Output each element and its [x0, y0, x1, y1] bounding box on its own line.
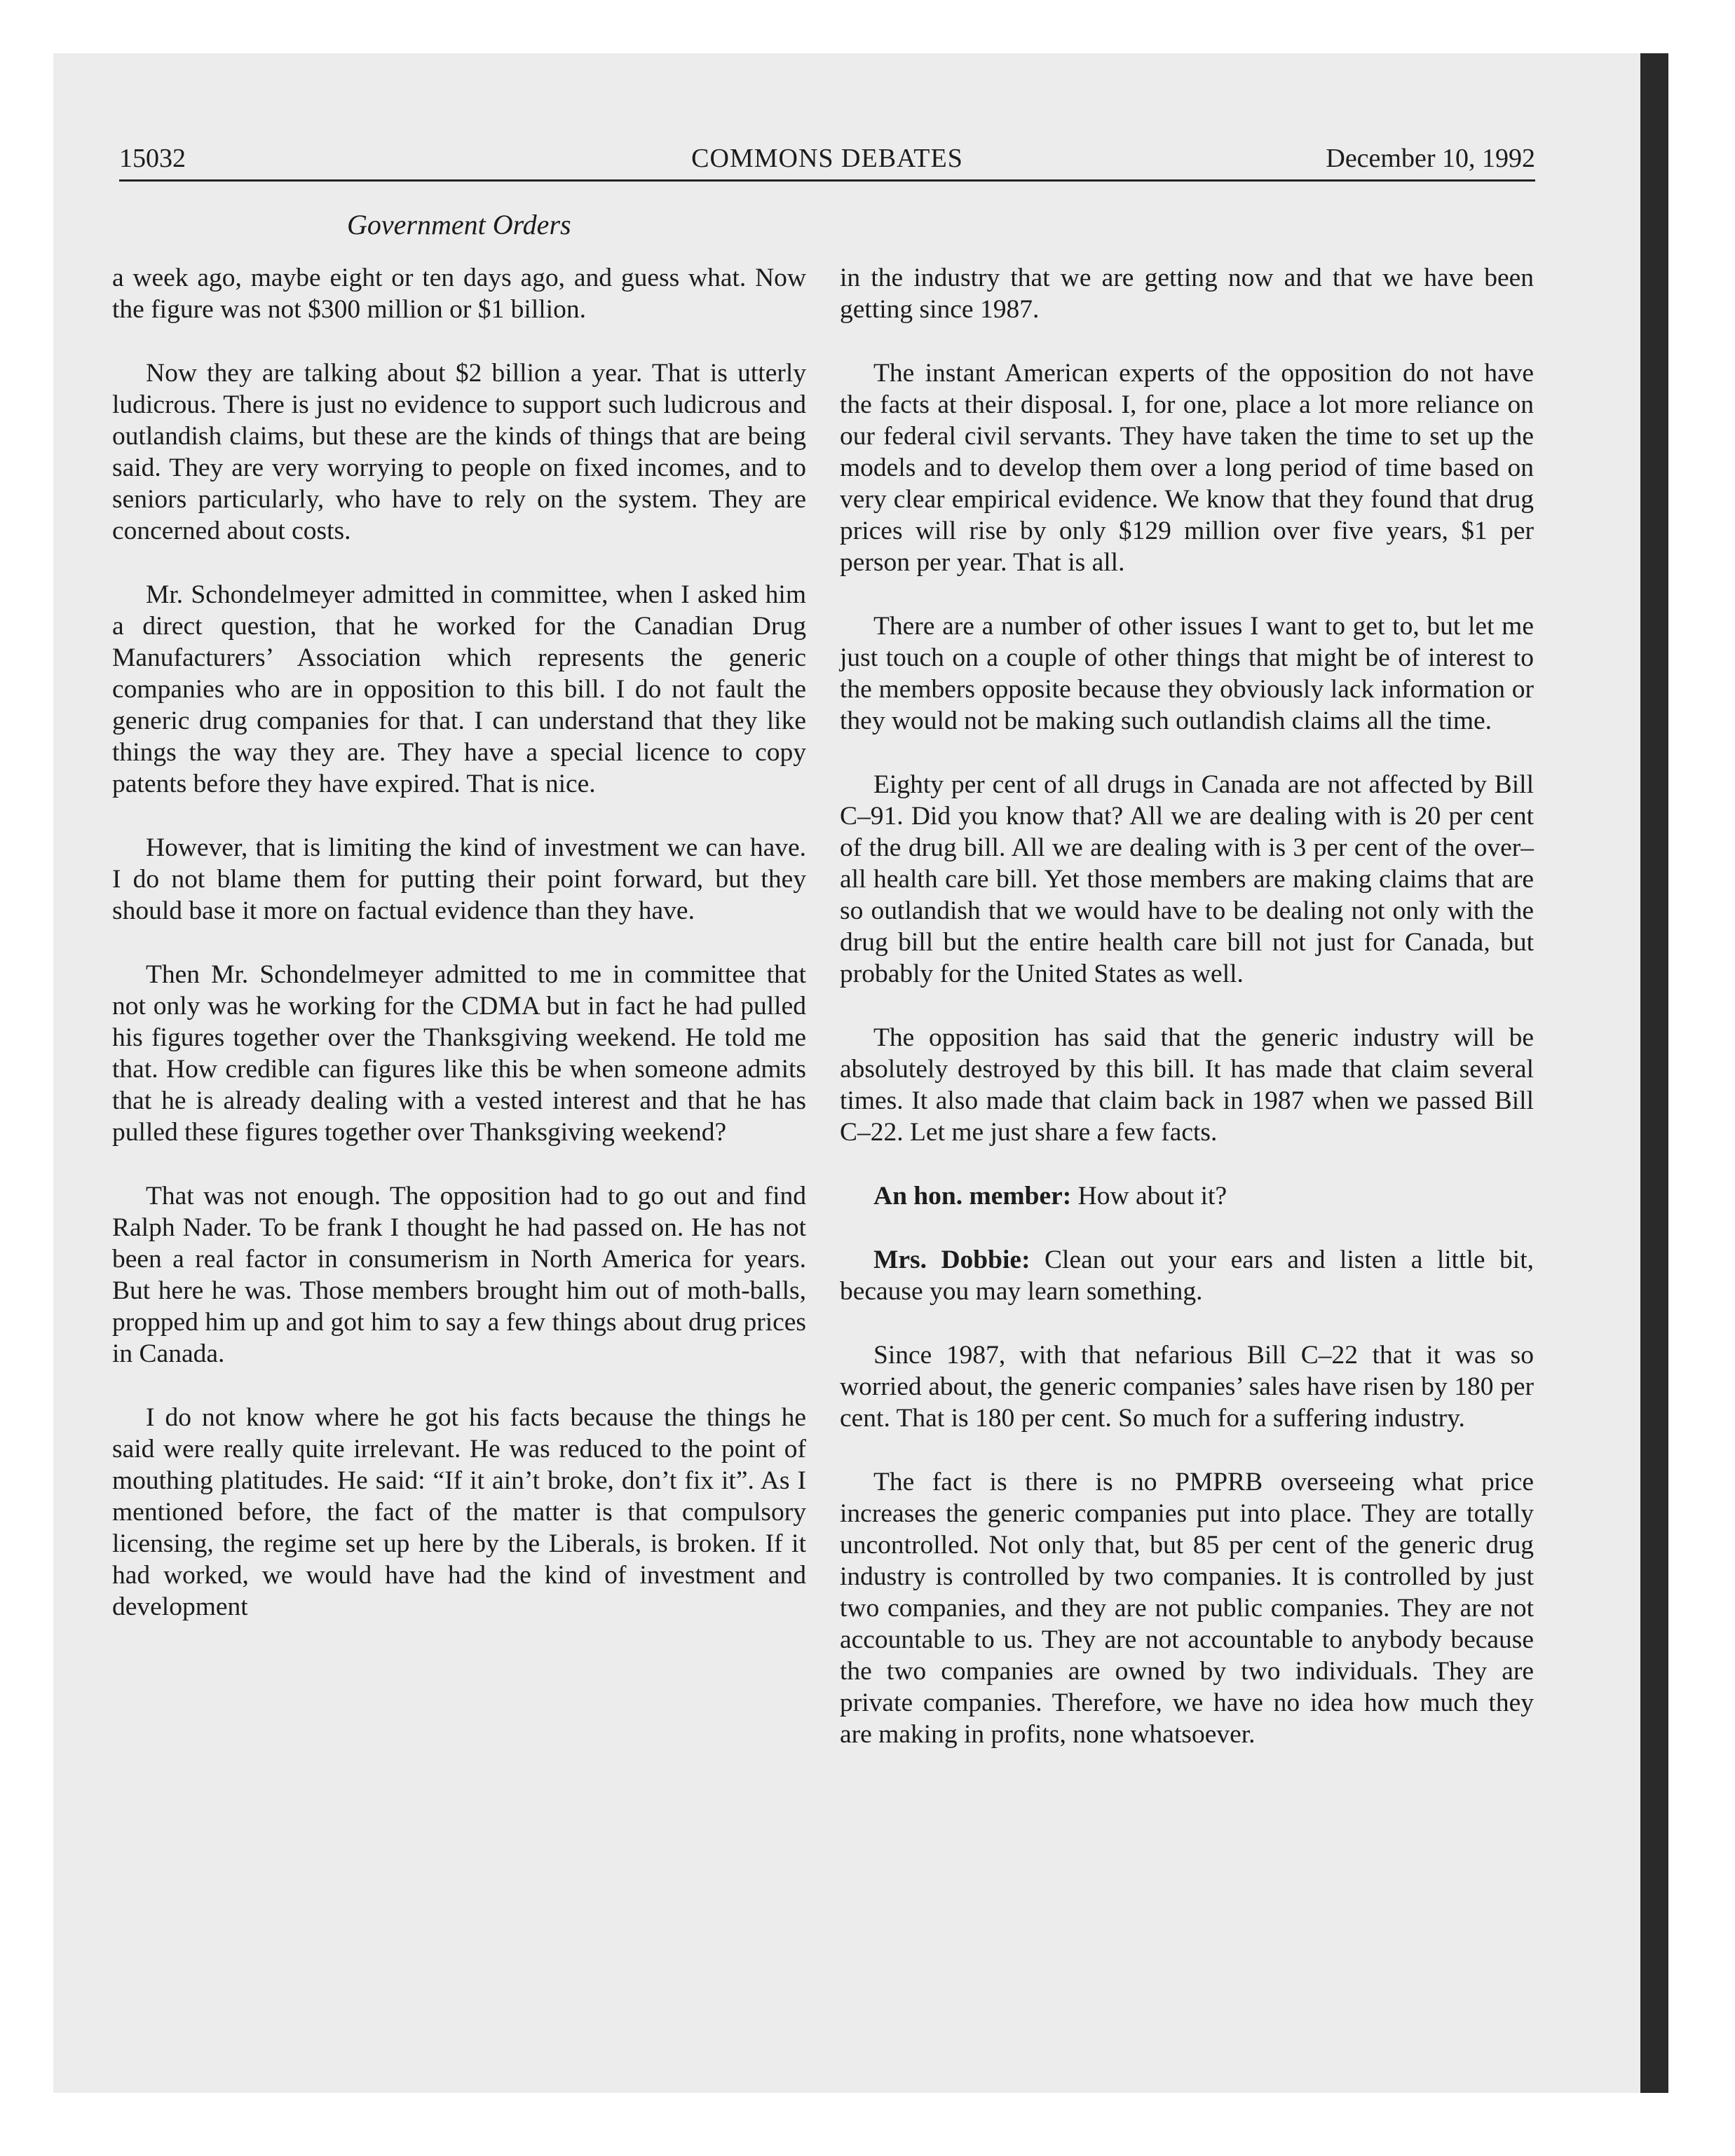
paragraph: Now they are talking about $2 billion a year. That is utterly ludicrous. There is just no evidence to support such ludicrous and outlandish claims, but these are the kinds of things that are being said. They are very worrying to people on fixed incomes, and to seniors particularly, who have to rely on the system. They are concerned about costs. — [112, 359, 806, 545]
paragraph: Then Mr. Schondelmeyer admitted to me in committee that not only was he working for the CDMA but in fact he had pulled his figures together over the Thanksgiving weekend. He told me that. How credible can figures like this be when someone admits that he is already dealing with a vested interest and that he has pulled these figures together over Thanksgiving weekend? — [112, 960, 806, 1147]
section-title: Government Orders — [347, 209, 571, 240]
header-date: December 10, 1992 — [1326, 144, 1535, 173]
paragraph: in the industry that we are getting now and that we have been getting since 1987. — [840, 264, 1534, 324]
speaker-text: Clean out your ears and listen a little bit, because you may learn something. — [840, 1246, 1534, 1306]
speaker-name: An hon. member: — [873, 1182, 1072, 1210]
right-column — [840, 262, 1534, 1782]
book-spine-shadow — [1640, 53, 1668, 2093]
paragraph: The fact is there is no PMPRB overseeing what price increases the generic companies put into place. They are totally uncontrolled. Not only that, but 85 per cent of the generic drug industry is controlled by two companies. It is controlled by just two companies, and they are not public companies. They are not accountable to us. They are not accountable to anybody because the two companies are owned by two individuals. They are private companies. Therefore, we have no idea how much they are making in profits, none whatsoever. — [840, 1468, 1534, 1749]
paragraph: Since 1987, with that nefarious Bill C–22 that it was so worried about, the generic companies’ sales have risen by 180 per cent. That is 180 per cent. So much for a suffering industry. — [840, 1341, 1534, 1433]
paragraph: Eighty per cent of all drugs in Canada are not affected by Bill C–91. Did you know that? All we are dealing with is 20 per cent of the drug bill. All we are dealing with is 3 per cent of the over–all health care bill. Yet those members are making claims that are so outlandish that we would have to be dealing not only with the drug bill but the entire health care bill not just for Canada, but probably for the United States as well. — [840, 770, 1534, 988]
publication-title: COMMONS DEBATES — [691, 144, 963, 173]
left-column — [112, 262, 806, 1655]
paragraph: However, that is limiting the kind of investment we can have. I do not blame them for putting their point forward, but they should base it more on factual evidence than they have. — [112, 833, 806, 925]
page-number: 15032 — [119, 144, 186, 173]
speaker-text: How about it? — [1071, 1182, 1227, 1210]
paragraph: a week ago, maybe eight or ten days ago, and guess what. Now the figure was not $300 million or $1 billion. — [112, 264, 806, 324]
speaker-paragraph — [840, 1244, 1534, 1307]
speaker-name: Mrs. Dobbie: — [873, 1246, 1030, 1274]
page-header — [119, 137, 1535, 182]
paragraph: The instant American experts of the opposition do not have the facts at their disposal. I, for one, place a lot more reliance on our federal civil servants. They have taken the time to set up the models and to develop them over a long period of time based on very clear empirical evidence. We know that they found that drug prices will rise by only $129 million over five years, $1 per person per year. That is all. — [840, 359, 1534, 577]
paragraph: That was not enough. The opposition had to go out and find Ralph Nader. To be frank I thought he had passed on. He has not been a real factor in consumerism in North America for years. But here he was. Those members brought him out of moth-balls, propped him up and got him to say a few things about drug prices in Canada. — [112, 1182, 806, 1368]
paragraph: Mr. Schondelmeyer admitted in committee, when I asked him a direct question, that he worked for the Canadian Drug Manufacturers’ Association which represents the generic companies who are in opposition to this bill. I do not fault the generic drug companies for that. I can understand that they like things the way they are. They have a special licence to copy patents before they have expired. That is nice. — [112, 580, 806, 798]
paragraph: I do not know where he got his facts because the things he said were really quite irrelevant. He was reduced to the point of mouthing platitudes. He said: “If it ain’t broke, don’t fix it”. As I mentioned before, the fact of the matter is that compulsory licensing, the regime set up here by the Liberals, is broken. If it had worked, we would have had the kind of investment and development — [112, 1403, 806, 1621]
paragraph: The opposition has said that the generic industry will be absolutely destroyed by this bill. It has made that claim several times. It also made that claim back in 1987 when we passed Bill C–22. Let me just share a few facts. — [840, 1023, 1534, 1147]
paragraph: There are a number of other issues I want to get to, but let me just touch on a couple of other things that might be of interest to the members opposite because they obviously lack information or they would not be making such outlandish claims all the time. — [840, 612, 1534, 735]
speaker-paragraph — [840, 1180, 1534, 1212]
